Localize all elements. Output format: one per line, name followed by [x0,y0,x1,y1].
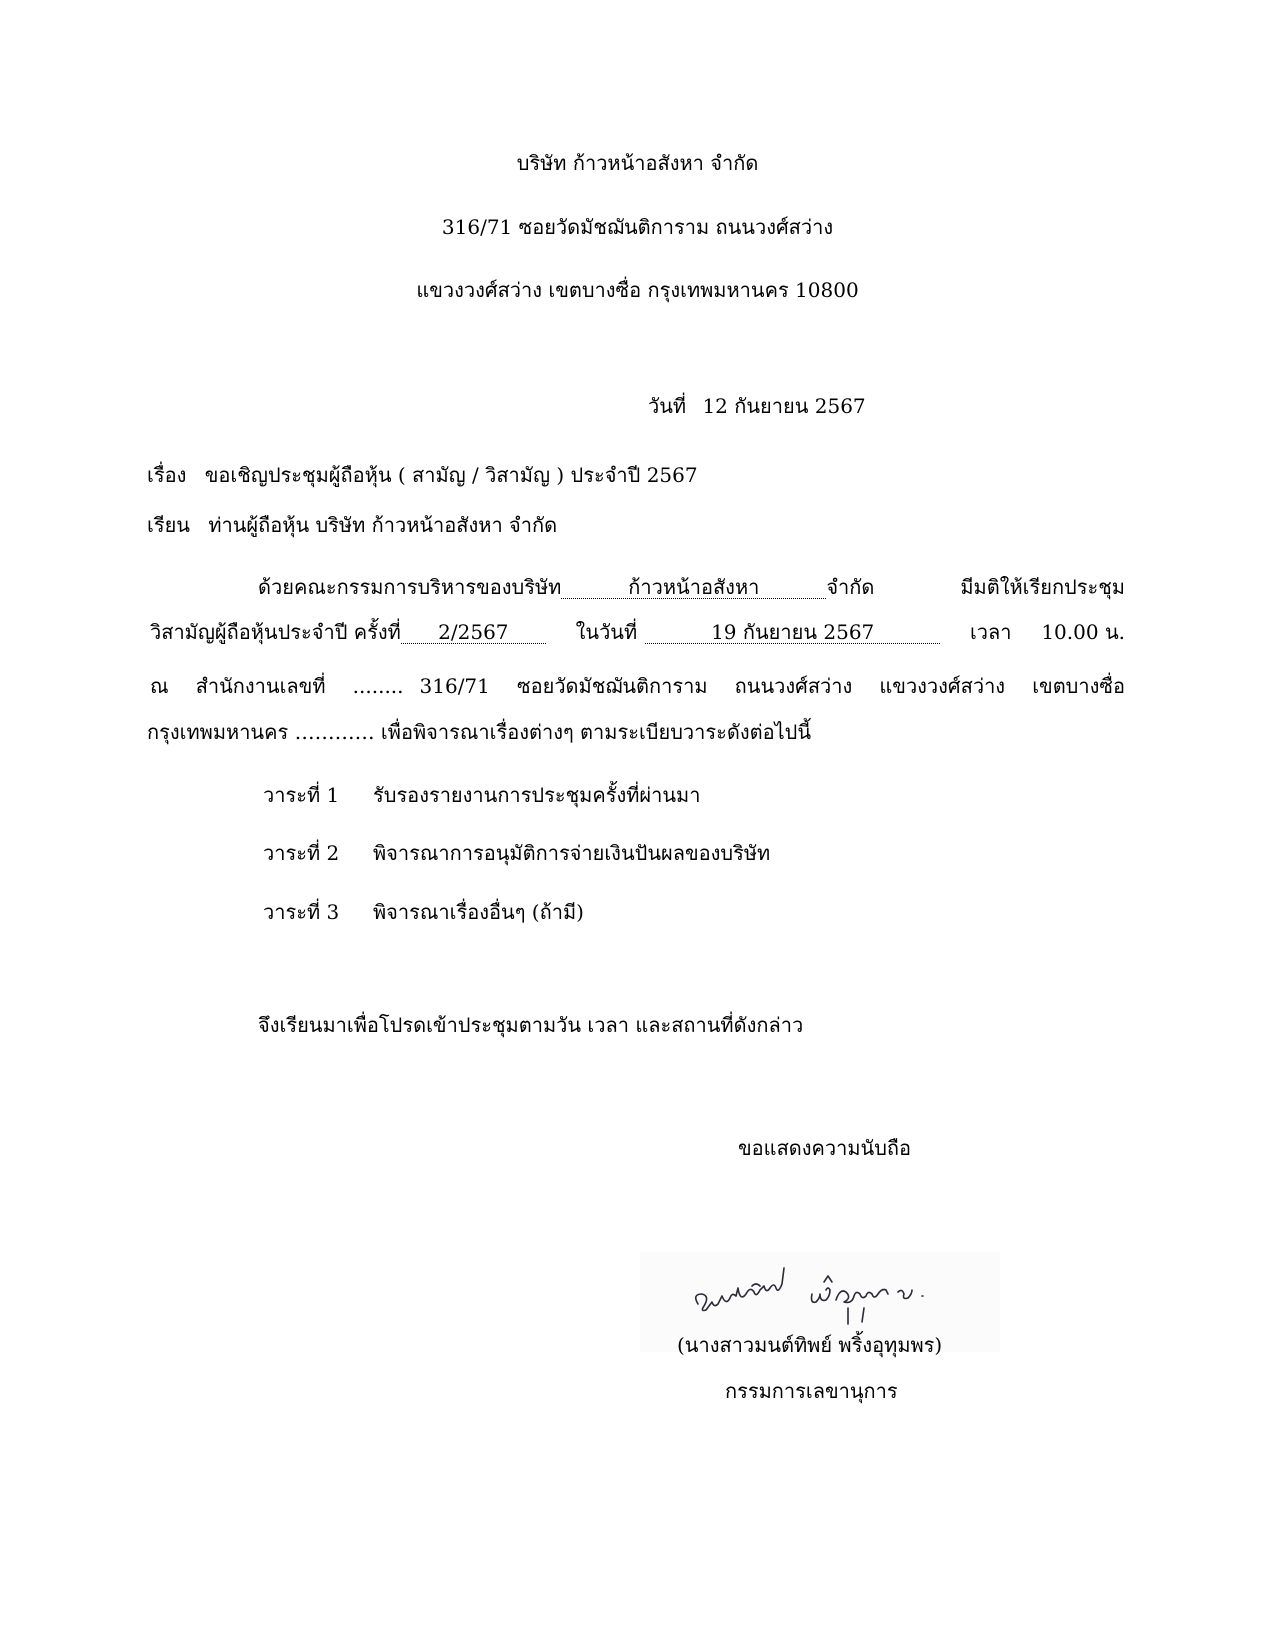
subject-label: เรื่อง [147,463,187,487]
body-session-field: 2/2567 [401,622,546,644]
date-value: 12 กันยายน 2567 [702,394,866,418]
body-line-1 [258,577,1125,599]
company-name: บริษัท ก้าวหน้าอสังหา จำกัด [516,151,759,175]
body-office-label: สำนักงานเลขที่ [195,674,326,698]
agenda-number: วาระที่ 3 [263,900,340,924]
body-line-3 [150,676,1125,696]
recipient-line [147,515,557,535]
agenda-text: พิจารณาเรื่องอื่นๆ (ถ้ามี) [373,900,584,924]
body-date-field: 19 กันยายน 2567 [645,622,940,644]
body-soi-text: ซอยวัดมัชฌันติการาม [517,674,708,698]
closing-sentence: จึงเรียนมาเพื่อโปรดเข้าประชุมตามวัน เวลา และสถานที่ดังกล่าว [258,1013,804,1037]
body-office-dots: ........ [352,674,404,698]
recipient-label: เรียน [147,513,190,537]
company-address-line2: แขวงวงศ์สว่าง เขตบางซื่อ กรุงเทพมหานคร 10800 [416,278,859,302]
regards-text: ขอแสดงความนับถือ [738,1136,912,1160]
body-line-4: กรุงเทพมหานคร ………… เพื่อพิจารณาเรื่องต่างๆ ตามระเบียบวาระดังต่อไปนี้ [147,720,812,744]
body-time-value: 10.00 น. [1041,620,1125,644]
body-company-field: ก้าวหน้าอสังหา [561,577,826,599]
body-at-text: ณ [150,674,169,698]
signer-title: กรรมการเลขานุการ [725,1379,898,1403]
body-road-text: ถนนวงศ์สว่าง [734,674,853,698]
subject-line [147,465,698,485]
body-meeting-type-text: วิสามัญผู้ถือหุ้นประจำปี ครั้งที่ [150,620,401,644]
company-address-line1: 316/71 ซอยวัดมัชฌันติการาม ถนนวงศ์สว่าง [441,215,834,239]
body-intro-text: ด้วยคณะกรรมการบริหารของบริษัท [258,575,562,599]
subject-text: ขอเชิญประชุมผู้ถือหุ้น ( สามัญ / วิสามัญ ) ประจำปี 2567 [204,463,698,487]
body-office-number: 316/71 [419,674,490,698]
letter-date [648,396,866,416]
body-company-suffix: จำกัด [826,575,875,599]
agenda-number: วาระที่ 2 [263,841,340,865]
agenda-number: วาระที่ 1 [263,783,340,807]
body-date-label: ในวันที่ [575,620,638,644]
signer-name: (นางสาวมนต์ทิพย์ พริ้งอุทุมพร) [677,1333,943,1357]
recipient-text: ท่านผู้ถือหุ้น บริษัท ก้าวหน้าอสังหา จำกัด [208,513,558,537]
body-time-label: เวลา [969,620,1012,644]
agenda-text: พิจารณาการอนุมัติการจ่ายเงินปันผลของบริษัท [373,841,771,865]
agenda-text: รับรองรายงานการประชุมครั้งที่ผ่านมา [373,783,701,807]
body-district-text: เขตบางซื่อ [1032,674,1125,698]
body-resolution-text: มีมติให้เรียกประชุม [960,575,1125,599]
body-subdistrict-text: แขวงวงศ์สว่าง [879,674,1006,698]
date-label: วันที่ [648,394,687,418]
body-line-2 [150,622,1125,644]
